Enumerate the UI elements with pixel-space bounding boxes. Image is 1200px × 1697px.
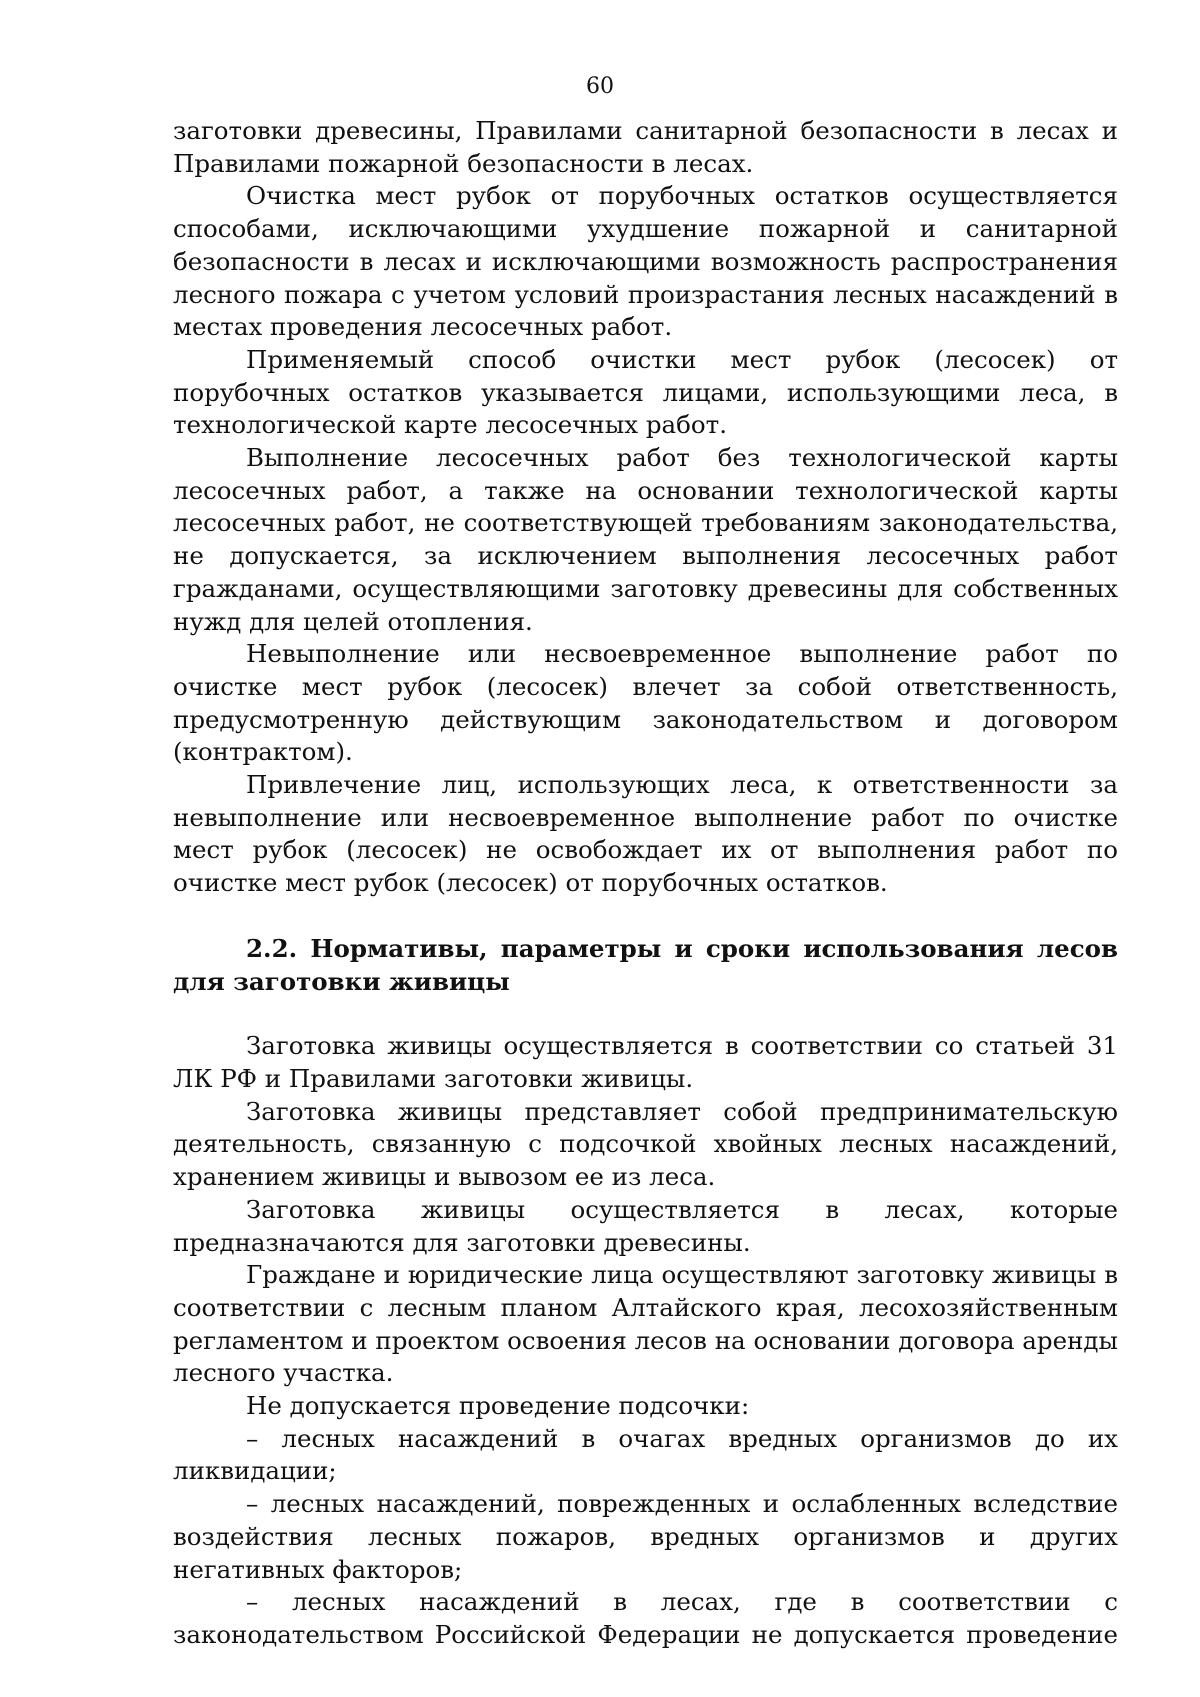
paragraph: заготовки древесины, Правилами санитарной безопасности в лесах и Правилами пожарной безопасности в лесах. — [173, 116, 1118, 178]
list-item: – лесных насаждений в лесах, где в соответствии с законодательством Российской Федерации не допускается проведение — [173, 1587, 1118, 1649]
section-heading: 2.2. Нормативы, параметры и сроки использования лесов для заготовки живицы — [173, 933, 1118, 996]
paragraph: Заготовка живицы представляет собой предпринимательскую деятельность, связанную с подсочкой хвойных лесных насаждений, хранением живицы и вывозом ее из леса. — [173, 1096, 1118, 1192]
list-item: – лесных насаждений в очагах вредных организмов до их ликвидации; — [173, 1423, 1118, 1486]
paragraph: Заготовка живицы осуществляется в лесах, которые предназначаются для заготовки древесины. — [173, 1194, 1118, 1257]
paragraph: Применяемый способ очистки мест рубок (лесосек) от порубочных остатков указывается лицами, использующими леса, в технологической карте лесосечных работ. — [173, 344, 1118, 440]
paragraph: Невыполнение или несвоевременное выполнение работ по очистке мест рубок (лесосек) влечет за собой ответственность, предусмотренную действующим законодательством и договором (контрактом). — [173, 639, 1118, 767]
paragraph: Привлечение лиц, использующих леса, к ответственности за невыполнение или несвоевременное выполнение работ по очистке мест рубок (лесосек) не освобождает их от выполнения работ по очистке мест рубок (лесосек) от порубочных остатков. — [173, 770, 1118, 898]
document-body — [173, 115, 1118, 1652]
list-item: – лесных насаждений, поврежденных и ослабленных вследствие воздействия лесных пожаров, вредных организмов и других негативных факторов; — [173, 1489, 1118, 1584]
page-number: 60 — [586, 74, 614, 99]
spacer — [173, 998, 1118, 1030]
paragraph: Заготовка живицы осуществляется в соответствии со статьей 31 ЛК РФ и Правилами заготовки живицы. — [173, 1031, 1118, 1093]
paragraph: Выполнение лесосечных работ без технологической карты лесосечных работ, а также на основании технологической карты лесосечных работ, не соответствующей требованиям законодательства, не допускается, за исключением выполнения лесосечных работ гражданами, осуществляющими заготовку древесины для собственных нужд для целей отопления. — [173, 443, 1118, 636]
paragraph: Не допускается проведение подсочки: — [246, 1391, 750, 1421]
paragraph: Очистка мест рубок от порубочных остатков осуществляется способами, исключающими ухудшение пожарной и санитарной безопасности в лесах и исключающими возможность распространения лесного пожара с учетом условий произрастания лесных насаждений в местах проведения лесосечных работ. — [173, 181, 1118, 342]
paragraph: Граждане и юридические лица осуществляют заготовку живицы в соответствии с лесным планом Алтайского края, лесохозяйственным регламентом и проектом освоения лесов на основании договора аренды лесного участка. — [173, 1260, 1118, 1388]
